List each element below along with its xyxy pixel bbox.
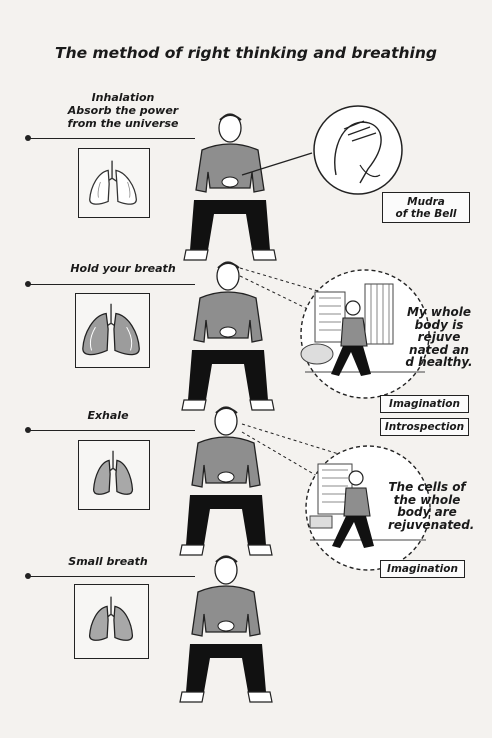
lungs-icon bbox=[75, 585, 148, 658]
page-title: The method of right thinking and breathing bbox=[55, 44, 437, 62]
rule-line bbox=[28, 576, 195, 577]
lungs-icon bbox=[76, 294, 149, 367]
introspection-tag: Introspection bbox=[380, 418, 469, 436]
rule-line bbox=[28, 430, 195, 431]
rule-line bbox=[28, 284, 195, 285]
lungs-icon bbox=[79, 149, 149, 217]
mudra-label-box: Mudra of the Bell bbox=[382, 192, 470, 223]
step-label-exhale: Exhale bbox=[87, 409, 129, 422]
step-label-small-breath: Small breath bbox=[68, 555, 148, 568]
step-label-hold: Hold your breath bbox=[70, 262, 176, 275]
bubble2-text: The cells of the whole body are rejuvenated. bbox=[388, 480, 475, 532]
imagination-tag: Imagination bbox=[380, 395, 469, 413]
lungs-box bbox=[74, 584, 149, 659]
lungs-box bbox=[78, 440, 150, 510]
lungs-icon bbox=[79, 441, 149, 509]
lungs-box bbox=[75, 293, 150, 368]
bubble1-text: My whole body is rejuve nated an d healthy. bbox=[405, 305, 473, 369]
imagination-tag-2: Imagination bbox=[380, 560, 465, 578]
rule-line bbox=[28, 138, 195, 139]
step-label-inhalation: Inhalation Absorb the power from the universe bbox=[67, 91, 179, 130]
lungs-box bbox=[78, 148, 150, 218]
